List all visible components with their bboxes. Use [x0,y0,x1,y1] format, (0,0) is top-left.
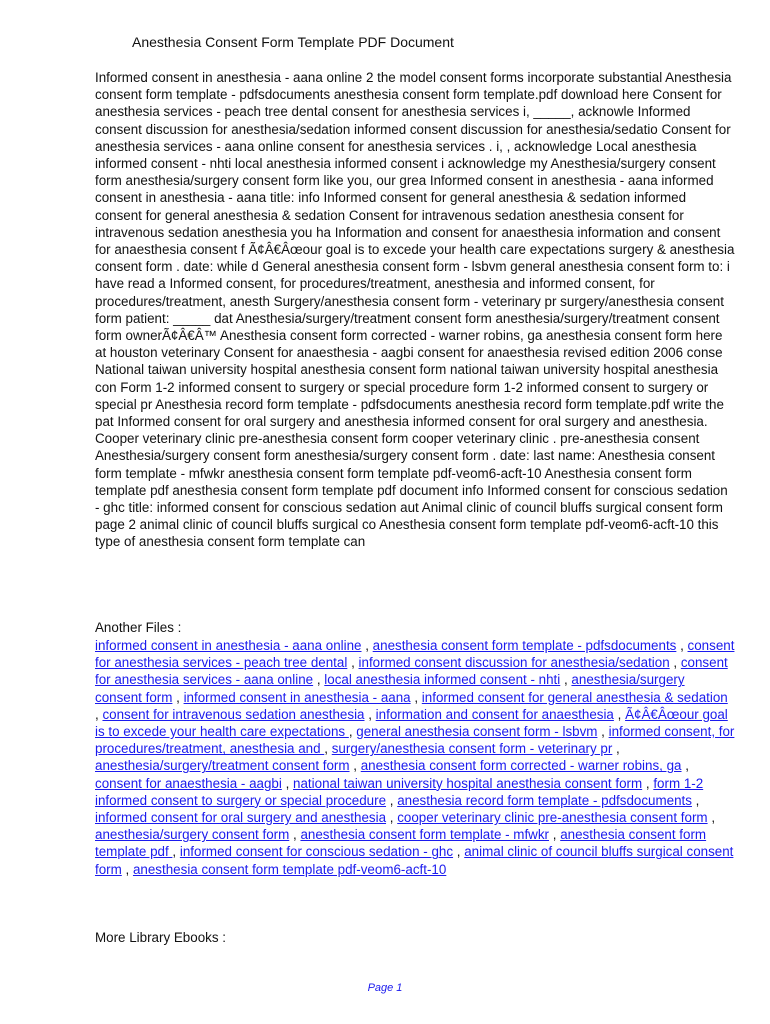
related-file-link[interactable]: anesthesia record form template - pdfsdocuments [397,792,692,808]
related-file-link[interactable]: animal clinic of council bluffs surgical consent form [95,844,734,877]
related-file-link[interactable]: anesthesia/surgery consent form [95,672,685,705]
link-separator: , [613,706,626,722]
link-separator: , [691,792,700,808]
link-separator: , [597,724,609,740]
more-library-ebooks-label: More Library Ebooks : [95,930,226,945]
page-number: Page 1 [367,982,403,994]
related-file-link[interactable]: anesthesia consent form corrected - warner robins, ga [360,758,682,774]
related-file-link[interactable]: form 1-2 informed consent to surgery or special procedure [95,775,704,808]
link-separator: , [386,810,398,826]
related-file-link[interactable]: informed consent for conscious sedation - ghc [179,844,454,860]
link-separator: , [676,638,688,653]
link-separator: , [349,758,361,774]
link-separator: , [410,689,422,705]
link-separator: , [361,638,373,653]
related-file-link[interactable]: surgery/anesthesia consent form - veterinary pr [331,741,613,757]
link-separator: , [121,861,133,877]
link-separator: , [95,706,103,722]
document-body: Informed consent in anesthesia - aana online 2 the model consent forms incorporate substantial Anesthesia consent form template - pdfsdocuments anesthesia consent form template.pdf download here Consent for anesthesia services - peach tree dental consent for anesthesia services i, _____, acknowle Informed consent discussion for anesthesia/sedation informed consent discussion for anesthesia/sedatio Consent for anesthesia services - aana online consent for anesthesia services . i, , acknowledge Local anesthesia informed consent - nhti local anesthesia informed consent i acknowledge my Anesthesia/surgery consent form anesthesia/surgery consent form like you, our grea Informed consent in anesthesia - aana informed consent in anesthesia - aana title: info Informed consent for general anesthesia & sedation informed consent for general anesthesia & sedation Consent for intravenous sedation anesthesia consent for intravenous sedation anesthesia you ha Information and consent for anaesthesia information and consent for anaesthesia consent f Ã¢Â€Âœour goal is to excede your health care expectations surgery & anesthesia consent form . date: while d General anesthesia consent form - lsbvm general anesthesia consent form to: i have read a Informed consent, for procedures/treatment, anesthesia and informed consent, for procedures/treatment, anesth Surgery/anesthesia consent form - veterinary pr surgery/anesthesia consent form patient: _____ dat Anesthesia/surgery/treatment consent form anesthesia/surgery/treatment consent form ownerÃ¢Â€Â™ Anesthesia consent form corrected - warner robins, ga anesthesia consent form here at houston veterinary Consent for anaesthesia - aagbi consent for anaesthesia revised edition 2006 conse National taiwan university hospital anesthesia consent form national taiwan university hospital anesthesia con Form 1-2 informed consent to surgery or special procedure form 1-2 informed consent to surgery or special pr Anesthesia record form template - pdfsdocuments anesthesia record form template.pdf write the pat Informed consent for oral surgery and anesthesia informed consent for oral surgery and anesthesia. Cooper veterinary clinic pre-anesthesia consent form cooper veterinary clinic . pre-anesthesia consent Anesthesia/surgery consent form anesthesia/surgery consent form . date: last name: Anesthesia consent form template - mfwkr anesthesia consent form template pdf-veom6-acft-10 Anesthesia consent form template pdf anesthesia consent form template pdf document info Informed consent for conscious sedation - ghc title: informed consent for conscious sedation aut Animal clinic of council bluffs surgical consent form page 2 animal clinic of council bluffs surgical co Anesthesia consent form template pdf-veom6-acft-10 this type of anesthesia consent form template can [95,70,735,550]
related-file-link[interactable]: cooper veterinary clinic pre-anesthesia consent form [397,810,708,826]
link-separator: , [669,655,681,671]
link-separator: , [453,844,465,860]
related-file-link[interactable]: anesthesia consent form template - mfwkr [300,827,550,843]
related-file-link[interactable]: anesthesia consent form template - pdfsdocuments [372,638,677,653]
document-title: Anesthesia Consent Form Template PDF Document [132,34,454,50]
link-separator: , [324,741,332,757]
link-separator: , [172,689,184,705]
related-file-link[interactable]: anesthesia/surgery consent form [95,827,290,843]
related-file-link[interactable]: informed consent, for procedures/treatment, anesthesia and [95,724,735,757]
link-separator: , [172,844,180,860]
link-separator: , [289,827,301,843]
link-separator: , [642,775,654,791]
related-file-link[interactable]: consent for anesthesia services - peach tree dental [95,638,735,671]
link-separator: , [681,758,689,774]
link-separator: , [560,672,572,688]
link-separator: , [612,741,620,757]
related-file-link[interactable]: consent for anaesthesia - aagbi [95,775,282,791]
link-separator: , [549,827,561,843]
another-files-label: Another Files : [95,620,182,635]
related-file-link[interactable]: informed consent for oral surgery and anesthesia [95,810,387,826]
link-separator: , [386,792,398,808]
related-file-link[interactable]: anesthesia/surgery/treatment consent form [95,758,350,774]
related-file-link[interactable]: informed consent discussion for anesthesia/sedation [358,655,670,671]
link-separator: , [347,655,359,671]
related-file-link[interactable]: information and consent for anaesthesia [375,706,614,722]
related-file-link[interactable]: consent for anesthesia services - aana online [95,655,728,688]
link-separator: , [707,810,716,826]
link-separator: , [348,724,357,740]
related-file-link[interactable]: anesthesia consent form template pdf-veom6-acft-10 [132,861,447,877]
related-file-link[interactable]: informed consent in anesthesia - aana [183,689,411,705]
related-file-link[interactable]: informed consent in anesthesia - aana online [95,638,362,653]
related-file-link[interactable]: local anesthesia informed consent - nhti [324,672,561,688]
related-file-link[interactable]: general anesthesia consent form - lsbvm [356,724,598,740]
related-file-link[interactable]: anesthesia consent form template pdf [95,827,707,860]
related-file-link[interactable]: Ã¢Â€Âœour goal is to excede your health care expectations [95,706,728,740]
related-links-list [95,637,735,878]
link-separator: , [364,706,376,722]
link-separator: , [281,775,294,791]
link-separator: , [313,672,325,688]
related-file-link[interactable]: national taiwan university hospital anesthesia consent form [293,775,643,791]
related-file-link[interactable]: consent for intravenous sedation anesthesia [102,706,365,722]
related-file-link[interactable]: informed consent for general anesthesia & sedation [421,689,728,705]
